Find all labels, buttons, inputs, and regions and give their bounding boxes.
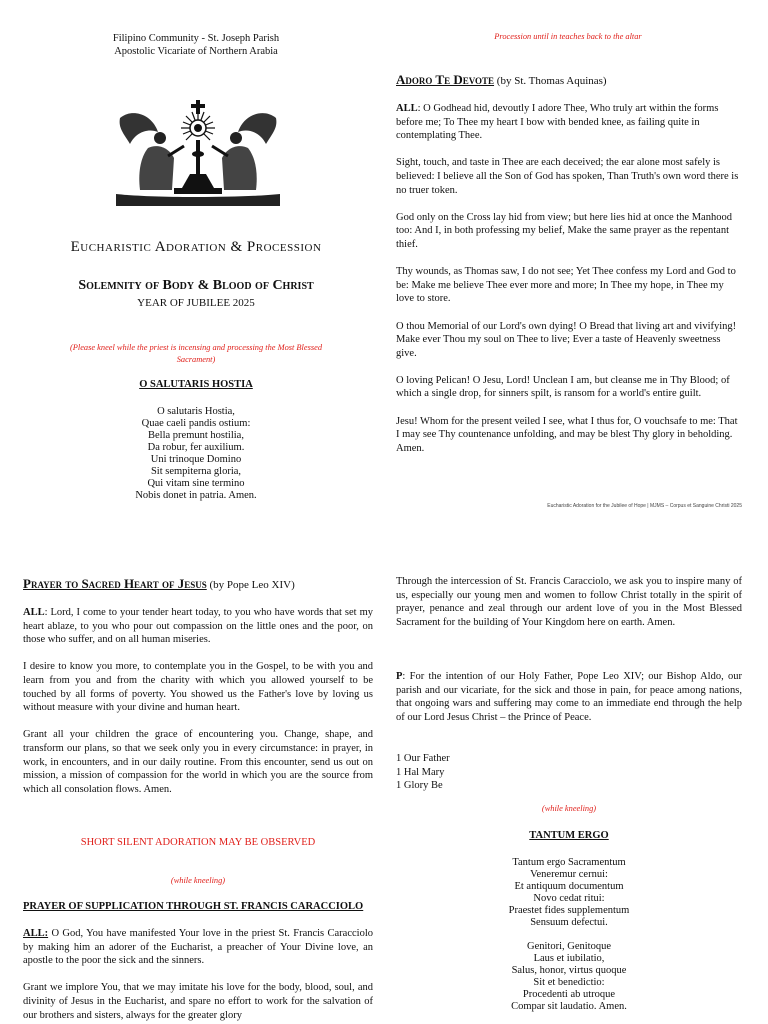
adoro-title-line: [396, 72, 742, 88]
hymn-line: Tantum ergo Sacramentum: [512, 857, 626, 868]
cover-header: [30, 32, 362, 58]
adoro-stanza: Thy wounds, as Thomas saw, I do not see; Yet Thee confess my Lord and God to be: Make me believe Thee ever more and more; In Thee my hope, in Thee my love to store.: [396, 266, 736, 305]
monstrance-with-angels-illustration: [112, 98, 284, 210]
o-salutaris-heading: O SALUTARIS HOSTIA: [139, 379, 253, 390]
sacred-heart-text: [23, 606, 373, 810]
hymn-line: Veneremur cernui:: [530, 869, 608, 880]
tantum-ergo-hymn: [396, 857, 742, 1013]
hymn-line: Sit sempiterna gloria,: [150, 466, 242, 477]
cover-rubric-text: (Please kneel while the priest is incensing and processing the Most Blessed Sacrament): [69, 343, 323, 364]
supplication-paragraph: Grant we implore You, that we may imitate his love for the body, blood, soul, and divinity of Jesus in the Eucharist, and spare no effort to work for the salvation of our brothers and sisters, always for the greater glory: [23, 982, 373, 1021]
hymn-line: O salutaris Hostia,: [157, 406, 235, 417]
adoro-stanza: God only on the Cross lay hid from view; but here lies hid at once the Manhood too: And I, in both professing my belief, Make the same prayer as the repentant thief.: [396, 211, 732, 250]
kneeling-rubric: (while kneeling): [170, 876, 226, 885]
parish-name: Filipino Community - St. Joseph Parish: [112, 33, 280, 44]
adoro-stanza: Sight, touch, and taste in Thee are each deceived; the ear alone most safely is believed: I believe all the Son of God has spoken, Than Truth's own word there is no truer token.: [396, 157, 739, 196]
petition: [396, 670, 742, 724]
hymn-line: Procedenti ab utroque: [522, 989, 616, 1000]
prayer-item: 1 Hal Mary: [396, 766, 445, 778]
silent-adoration-note: SHORT SILENT ADORATION MAY BE OBSERVED: [80, 837, 316, 848]
all-label: ALL: [23, 607, 45, 618]
p-label: P: [396, 671, 403, 682]
hymn-line: Bella premunt hostilia,: [148, 430, 244, 441]
hymn-line: Sensuum defectui.: [530, 917, 608, 928]
page-footer: Eucharistic Adoration for the Jubilee of Hope | MJMS – Corpus et Sanguine Christi 2025: [547, 503, 742, 509]
sacred-heart-author: (by Pope Leo XIV): [209, 579, 295, 591]
sacred-heart-paragraph-text: : Lord, I come to your tender heart today, to you who have words that set my heart ablaze, to you who pour out compassion on the little ones and the poor, on those who suffer, and on all human miseries.: [23, 607, 373, 646]
procession-rubric: Procession until in teaches back to the altar: [494, 32, 642, 41]
sacred-heart-paragraph: Grant all your children the grace of encountering you. Change, shape, and transform our plans, so that we seek only you in every circumstance: in prayer, in work, in encounters, and in our daily routine. From this encounter, send us out on mission, a mission of compassion for the world in which you are the source from which all consolation flows. Amen.: [23, 729, 373, 795]
prayer-item: 1 Glory Be: [396, 780, 443, 792]
cover-rubric: [60, 342, 332, 365]
all-label: ALL: [396, 103, 418, 114]
hymn-line: Et antiquum documentum: [514, 881, 624, 892]
all-label: ALL:: [23, 928, 49, 939]
hymn-line: Da robur, fer auxilium.: [147, 442, 245, 453]
supplication-paragraph-text: O God, You have manifested Your love in the priest St. Francis Caracciolo by making him an adorer of the Eucharist, a preacher of Your Divine love, an apostle to the poor the sick and the sinners.: [23, 928, 373, 967]
sacred-heart-title: Prayer to Sacred Heart of Jesus: [23, 576, 207, 591]
adoro-text: [396, 102, 742, 469]
adoro-stanza-text: : O Godhead hid, devoutly I adore Thee, Who truly art within the forms before me; To Thee my heart I bow with bended knee, as failing quite in contemplating Thee.: [396, 103, 719, 142]
hymn-line: Salus, honor, virtus quoque: [511, 965, 627, 976]
hymn-line: Nobis donet in patria. Amen.: [135, 490, 257, 501]
supplication-text: [23, 927, 373, 1022]
petition-text: : For the intention of our Holy Father, Pope Leo XIV; our Bishop Aldo, our parish and our vicariate, for the sick and those in pain, for peace among nations, that ongoing wars and suffering may come to an immediate end through the help of our Lord Jesus Christ – the Prince of Peace.: [396, 671, 742, 723]
sacred-heart-paragraph: [23, 606, 373, 647]
adoro-title: Adoro Te Devote: [396, 72, 495, 87]
adoro-stanza: O loving Pelican! O Jesu, Lord! Unclean I am, but cleanse me in Thy Blood; of which a single drop, for sinners spilt, is ransom for a world's entire guilt.: [396, 374, 730, 400]
adoro-stanza: Jesu! Whom for the present veiled I see, what I thus for, O vouchsafe to me: That I may see Thy countenance unfolding, and may be blest Thy glory in beholding. Amen.: [396, 415, 738, 454]
cover-year: YEAR OF JUBILEE 2025: [137, 297, 255, 309]
supplication-continuation: Through the intercession of St. Francis Caracciolo, we ask you to inspire many of us, especially our young men and women to follow Christ totally in the spirit of prayer, penance and zeal through our ardent love of you in the Most Blessed Sacrament for the building of Your Kingdom here on earth. Amen.: [396, 576, 742, 628]
vicariate-name: Apostolic Vicariate of Northern Arabia: [114, 46, 278, 57]
adoro-stanza: [396, 102, 742, 143]
adoro-author: (by St. Thomas Aquinas): [496, 75, 607, 87]
prayer-item: 1 Our Father: [396, 753, 450, 764]
o-salutaris-hymn: [30, 406, 362, 502]
hymn-line: Uni trinoque Domino: [150, 454, 242, 465]
tantum-ergo-heading: TANTUM ERGO: [529, 830, 609, 841]
cover-subtitle: Solemnity of Body & Blood of Christ: [78, 278, 314, 293]
adoro-stanza: O thou Memorial of our Lord's own dying! O Bread that living art and vivifying! Make ever Thou my soul on Thee to live; Ever a taste of Heavenly sweetness give.: [396, 320, 737, 359]
supplication-paragraph: [23, 927, 373, 968]
prayer-list: [396, 752, 742, 793]
hymn-line: Qui vitam sine termino: [147, 478, 245, 489]
supplication-heading: PRAYER OF SUPPLICATION THROUGH ST. FRANCIS CARACCIOLO: [23, 901, 364, 912]
hymn-line: Genitori, Genitoque: [527, 941, 611, 952]
hymn-line: Novo cedat ritui:: [533, 893, 605, 904]
hymn-line: Praestet fides supplementum: [508, 905, 630, 916]
hymn-line: Laus et iubilatio,: [533, 953, 605, 964]
hymn-line: Compar sit laudatio. Amen.: [511, 1001, 627, 1012]
kneeling-rubric: (while kneeling): [541, 804, 597, 813]
hymn-line: Sit et benedictio:: [533, 977, 605, 988]
hymn-line: Quae caeli pandis ostium:: [141, 418, 251, 429]
sacred-heart-paragraph: I desire to know you more, to contemplate you in the Gospel, to be with you and learn from you and from the charity with which you allowed yourself to be touched by all forms of poverty. You showed us the Father's love by loving us without measure with your divine and human heart.: [23, 661, 373, 714]
sacred-heart-title-line: [23, 576, 373, 592]
cover-title: Eucharistic Adoration & Procession: [70, 239, 322, 255]
